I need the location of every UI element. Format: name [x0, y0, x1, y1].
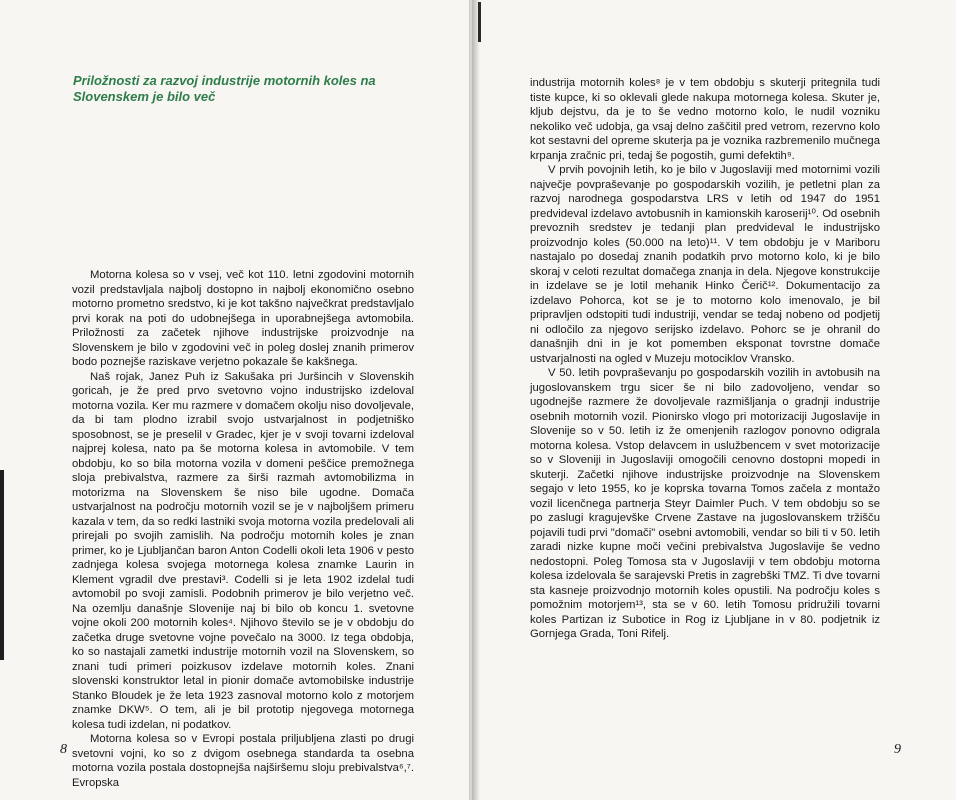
paragraph: Motorna kolesa so v vsej, več kot 110. letni zgodovini motornih vozil predstavljala najbolj dostopno in najbolj ekonomično osebno motorno prometno sredstvo, ki je kot takšno največkrat predstavljalo prvi korak na poti do udobnejšega in uporabnejšega avtomobila. Priložnosti za začetek njihove industrijske proizvodnje na Slovenskem je bilo v zgodovini več in poleg doslej znanih primerov bodo poznejše raziskave verjetno pokazale še kakšnega. [72, 269, 414, 368]
chapter-title: Priložnosti za razvoj industrije motornih koles na Slovenskem je bilo več [73, 73, 376, 104]
page-number-right: 9 [894, 742, 901, 757]
paragraph: V prvih povojnih letih, ko je bilo v Jugoslaviji med motornimi vozili največje povpraševanje po gospodarskih vozilih, je petletni plan za razvoj narodnega gospodarstva LRS v letih od 1947 do 1951 predvideval izdelavo avtobusnih in kamionskih karoserij¹⁰. Od osebnih prevoznih sredstev je tedanji plan predvideval le industrijsko proizvodnjo koles (50.000 na leto)¹¹. V tem obdobju je v Mariboru nastajalo po dosedaj znanih podatkih prvo motorno kolo, ki je bilo skoraj v celoti rezultat domačega znanja in dela. Njegove konstrukcije in izdelave se je lotil mehanik Hinko Čerič¹². Dokumentacijo za izdelavo Pohorca, kot se je to motorno kolo imenovalo, je bil pripravljen odstopiti tudi industriji, vendar se tedaj nobeno od podjetij ni odločilo za njegovo serijsko izdelavo. Pohorc se je ohranil do današnjih dni in je kot pomemben eksponat tovrstne domače ustvarjalnosti na ogled v Muzeju motociklov Vransko. [530, 164, 880, 365]
paragraph: Motorna kolesa so v Evropi postala priljubljena zlasti po drugi svetovni vojni, ko so z dvigom osebnega standarda ta osebna motorna vozila postala dostopnejša najširšemu sloju prebivalstva⁶,⁷. Evropska [72, 733, 414, 789]
left-page [0, 0, 470, 800]
right-page [472, 0, 956, 800]
right-page-body [530, 76, 880, 642]
paragraph: Naš rojak, Janez Puh iz Sakušaka pri Juršincih v Slovenskih goricah, je že pred prvo svetovno vojno industrijsko izdeloval motorna vozila. Ker mu razmere v domačem okolju niso dovoljevale, da bi tam plodno izrabil svojo ustvarjalnost in podjetniško sposobnost, se je preselil v Gradec, kjer je v svoji tovarni izdeloval najprej kolesa, nato pa še motorna kolesa in avtomobile. V tem obdobju, ko so bila motorna vozila v domeni peščice premožnega sloja prebivalstva, razmere za širši razmah avtomobilizma in motorizma na Slovenskem še niso bile ugodne. Domača ustvarjalnost na področju motornih vozil se je v najboljšem primeru kazala v tem, da so redki lastniki svoja motorna vozila predelovali ali prirejali po svojih zamislih. Na področju motornih koles je znan primer, ko je Ljubljančan baron Anton Codelli okoli leta 1906 v pesto zadnjega kolesa svojega motornega kolesa znamke Laurin in Klement vgradil dve prestavi³. Codelli si je leta 1902 izdelal tudi avtomobil po svoji zamisli. Podobnih primerov je bilo verjetno več. Na ozemlju današnje Slovenije naj bi bilo ob koncu 1. svetovne vojne okoli 200 motornih koles⁴. Njihovo število se je v obdobju do začetka druge svetovne vojne povečalo na 3000. Iz tega obdobja, ko so nastajali zametki industrije motornih vozil na Slovenskem, so znani tudi primeri poizkusov izdelave motornih koles. Znani slovenski konstruktor letal in pionir domače avtomobilske industrije Stanko Bloudek je že leta 1923 zasnoval motorno kolo z motorjem znamke DKW⁵. O tem, ali je bil prototip njegovega motornega kolesa tudi izdelan, ni podatkov. [72, 370, 414, 731]
left-page-body [72, 268, 414, 790]
page-number-left: 8 [60, 742, 67, 757]
paragraph: V 50. letih povpraševanju po gospodarskih vozilih in avtobusih na jugoslovanskem trgu sicer še ni bilo zadovoljeno, vendar so ugodnejše razmere že dovoljevale razmišljanja o gradnji industrije osebnih motornih vozil. Pionirsko vlogo pri motorizaciji Jugoslavije in Slovenije so v 50. letih iz že omenjenih razlogov ponovno odigrala motorna kolesa. Vstop delavcem in uslužbencem v svet motorizacije so v Sloveniji in Jugoslaviji omogočili cenovno dostopni mopedi in skuterji. Začetki njihove industrijske proizvodnje na Slovenskem segajo v leto 1955, ko je koprska tovarna Tomos začela z montažo vozil licenčnega partnerja Steyr Daimler Puch. V tem obdobju so se po zaslugi kragujevške Crvene Zastave na jugoslovanskem tržišču pojavili tudi prvi "domači" osebni avtomobili, vendar so bili ti v 50. letih zaradi nizke kupne moči večini prebivalstva Jugoslavije še vedno nedostopni. Poleg Tomosa sta v Jugoslaviji v tem obdobju motorna kolesa izdelovala še sarajevski Pretis in zagrebški TMZ. Ti dve tovarni sta kasneje proizvodnjo motornih koles opustili. Na področju koles s pomožnim motorjem¹³, sta se v 60. letih Tomosu pridružili tovarni koles Partizan iz Subotice in Rog iz Ljubljane in v 80. podjetnik iz Gornjega Grada, Toni Rifelj. [530, 367, 880, 640]
paragraph: industrija motornih koles⁸ je v tem obdobju s skuterji pritegnila tudi tiste kupce, ki so oklevali glede nakupa motornega kolesa. Skuter je, kljub dejstvu, da je to še vedno motorno kolo, le nudil vozniku nekoliko več udobja, ga vsaj delno zaščitil pred vetrom, rezervno kolo kot sestavni del opreme skuterja pa je voznika razbremenilo mučnega krpanja zračnic pri, tedaj še pogostih, gumi defektih⁹. [530, 77, 880, 162]
